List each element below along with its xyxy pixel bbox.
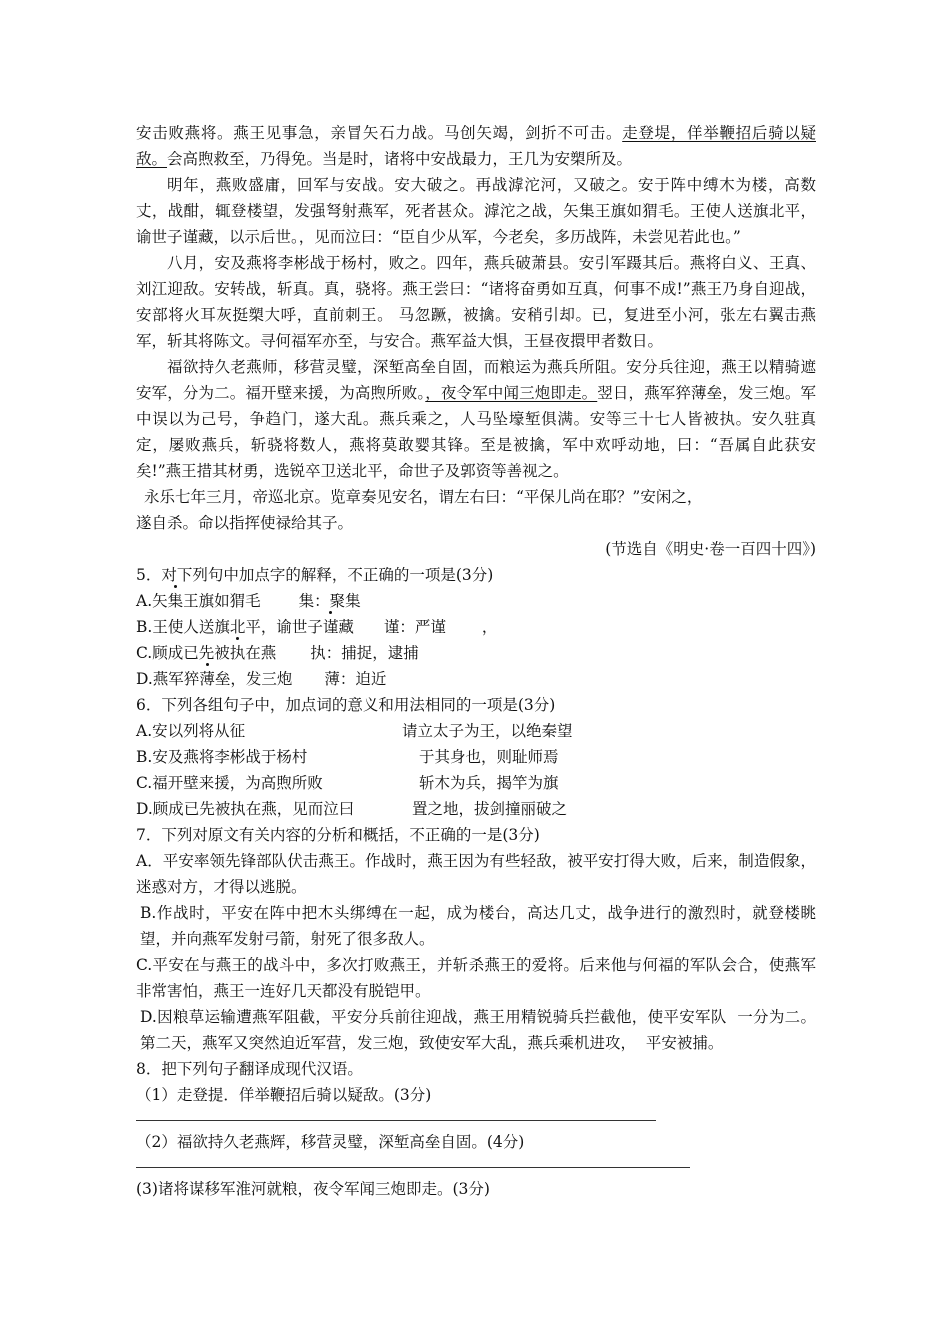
passage-paragraph-5a: 永乐七年三月，帝巡北京。览章奏见安名，谓左右曰：“平保儿尚在耶？”安闲之，: [144, 488, 703, 506]
passage-text: 福欲持久老燕师，移营灵璧，深堑高垒自固，而粮运为燕兵所阻。安分兵往迎，燕王以精骑遮安军，分为二。福开壁来援，为高煦所败。: [136, 358, 816, 402]
underlined-sentence: ，夜令军中闻三炮即走。: [425, 384, 598, 402]
question-5-stem: 5．对下列句中加点字的解释，不正确的一项是(3分): [136, 566, 494, 584]
question-7-option-a: A．平安率领先锋部队伏击燕王。作战时，燕王因为有些轻敌，被平安打得大败，后来，制造假象，迷惑对方，才得以逃脱。: [136, 852, 816, 896]
dotted-character: 谨: [323, 614, 339, 640]
passage-text: 安击败燕将。燕王见事急，亲冒矢石力战。马创矢竭，剑折不可击。: [136, 124, 623, 142]
answer-line-2[interactable]: [136, 1167, 690, 1168]
option-right: 置之地，拔剑撞丽破之: [412, 800, 568, 818]
option-text: 垒，发三炮: [214, 670, 293, 688]
answer-line-1[interactable]: [136, 1120, 656, 1121]
option-left: D.顾成已先被执在燕，见而泣曰: [136, 800, 355, 818]
option-text: B.王使人送旗北平，谕世子: [136, 618, 323, 636]
question-5-option-d: [136, 666, 816, 692]
question-8-stem: 8．把下列句子翻译成现代汉语。: [136, 1060, 363, 1078]
option-right: 请立太子为王，以绝秦望: [402, 722, 573, 740]
option-tail: ，: [481, 618, 498, 636]
question-8-sentence-1: （1）走登提．佯举鞭招后骑以疑敌。(3分): [136, 1086, 432, 1104]
question-7-option-b: B.作战时，平安在阵中把木头绑缚在一起，成为楼台，高达几丈，战争进行的激烈时，就登楼眺望，并向燕军发射弓箭，射死了很多敌人。: [140, 904, 816, 948]
passage-paragraph-5b: 遂自杀。命以指挥使禄给其子。: [136, 514, 354, 532]
option-text: 在燕: [245, 644, 277, 662]
dotted-character: 执: [230, 640, 246, 666]
underlined-sentence: 走登堤，佯举鞭招后骑以疑敌。: [136, 124, 816, 168]
question-7-option-c: C.平安在与燕王的战斗中，多次打败燕王，并斩杀燕王的爱将。后来他与何福的军队会合，使燕军非常害怕，燕王一连好几天都没有脱铠甲。: [136, 956, 816, 1000]
passage-source: (节选自《明史·卷一百四十四》): [605, 540, 816, 558]
option-gloss: 谨：严谨: [383, 618, 446, 636]
option-text: 藏: [338, 618, 354, 636]
option-left: B.安及燕将李彬战于杨村: [136, 748, 308, 766]
question-7-stem: 7．下列对原文有关内容的分析和概括，不正确的一是(3分): [136, 826, 540, 844]
option-gloss: 执：捕捉，逮捕: [310, 644, 419, 662]
option-text: C.顾成已先被: [136, 644, 230, 662]
passage-paragraph-3: 八月，安及燕将李彬战于杨村，败之。四年，燕兵破萧县。安引军蹑其后。燕将白义、王真、刘江迎敌。安转战，斩真。真，骁将。燕王尝曰：“诸将奋勇如互真，何事不成!”燕王乃身自迎战，安部将火耳灰挺槊大呼，直前刺王。 马忽蹶，被擒。安稍引却。已，复进至小河，张左右翼击燕军，斩其将陈文。寻何福军亦至，与安合。燕军益大惧，王昼夜擐甲者数日。: [136, 254, 816, 350]
question-6-option-a: [136, 718, 816, 744]
option-text: 王旗如猬毛: [183, 592, 261, 610]
passage-paragraph-4: [136, 354, 816, 484]
question-8-sentence-3: (3)诸将谋移军淮河就粮，夜令军闻三炮即走。(3分): [136, 1180, 490, 1198]
question-6-stem: 6．下列各组句子中，加点词的意义和用法相同的一项是(3分): [136, 696, 556, 714]
exam-page: [136, 120, 816, 1202]
question-5-option-c: [136, 640, 816, 666]
question-6-option-c: [136, 770, 816, 796]
dotted-character: 薄: [199, 666, 215, 692]
option-left: A.安以列将从征: [136, 722, 246, 740]
option-text: A.矢: [136, 592, 168, 610]
passage-paragraph-1: [136, 120, 816, 172]
question-7-option-d: D.因粮草运输遭燕军阻截，平安分兵前往迎战，燕王用精锐骑兵拦截他，使平安军队 一分为二。第二天，燕军又突然迫近军营，发三炮，致使安军大乱，燕兵乘机进攻， 平安被捕。: [140, 1008, 816, 1052]
passage-text: 翌日，燕军猝薄垒，发三炮。军中误以为己号，争趋门，遂大乱。燕兵乘之，人马坠壕堑俱满。安等三十七人皆被执。安久驻真定，屡败燕兵，斩骁将数人，燕将莫敢婴其锋。至是被擒，军中欢呼动地，曰：“吾属自此获安矣!”燕王措其材勇，选锐卒卫送北平，命世子及郭资等善视之。: [136, 384, 816, 480]
option-right: 斩木为兵，揭竿为旗: [419, 774, 559, 792]
dotted-character: 集: [168, 588, 184, 614]
question-6-option-b: [136, 744, 816, 770]
question-5-option-a: [136, 588, 816, 614]
option-gloss: 薄：迫近: [324, 670, 387, 688]
question-6-option-d: [136, 796, 816, 822]
option-left: C.福开壁来援，为高煦所败: [136, 774, 323, 792]
passage-text: 会高煦救至，乃得免。当是时，诸将中安战最力，王几为安槊所及。: [167, 150, 633, 168]
question-8-sentence-2: （2）福欲持久老燕辉，移营灵璧，深堑高垒自固。(4分): [136, 1133, 525, 1151]
option-gloss: 集：聚集: [298, 592, 361, 610]
option-text: D.燕军猝: [136, 670, 200, 688]
option-right: 于其身也，则耻师焉: [419, 748, 559, 766]
passage-paragraph-2: 明年，燕败盛庸，回军与安战。安大破之。再战滹沱河，又破之。安于阵中缚木为楼，高数丈，战酣，辄登楼望，发强弩射燕军，死者甚众。滹沱之战，矢集王旗如猬毛。王使人送旗北平，谕世子谨藏，以示后世。，见而泣曰：“臣自少从军，今老矣，多历战阵，未尝见若此也。”: [136, 176, 816, 246]
